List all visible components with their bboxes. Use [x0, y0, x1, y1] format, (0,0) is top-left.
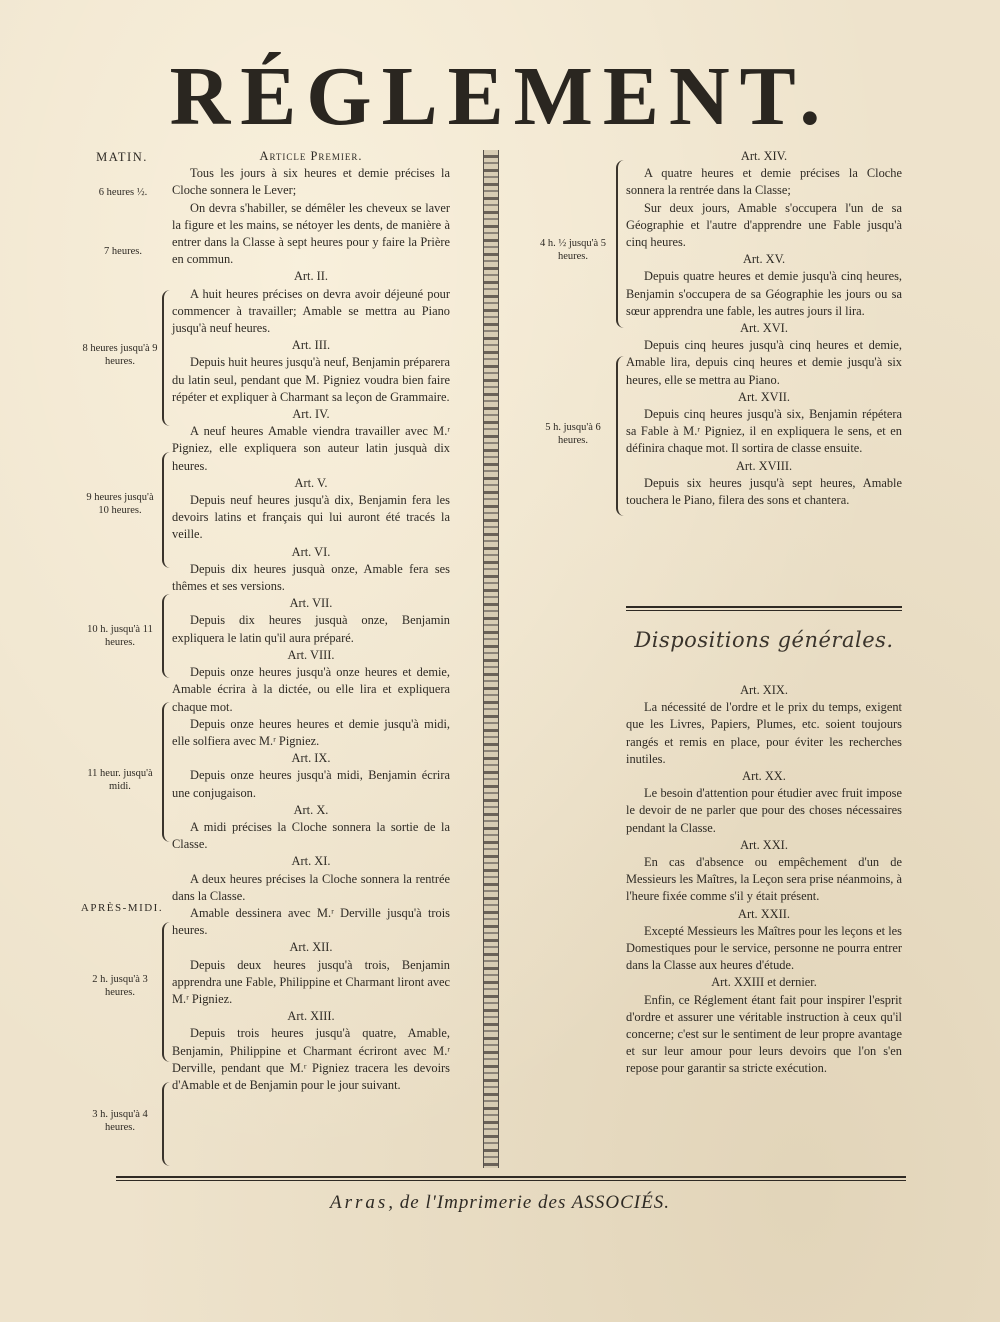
article-17-para: Depuis cinq heures jusqu'à six, Benjamin répétera sa Fable à M.ʳ Pigniez, il en expliquera le sens, et en définira chaque mot. Il sortira de classe ensuite. [626, 407, 902, 456]
article-10-para: A midi précises la Cloche sonnera la sortie de la Classe. [172, 819, 450, 852]
article-1-para-2: On devra s'habiller, se démêler les cheveux se laver la figure et les mains, se nétoyer les dents, de manière à entrer dans la Classe à sept heures pour y faire la Prière en commun. [172, 200, 450, 267]
article-14-para-1: A quatre heures et demie précises la Cloche sonnera la rentrée dans la Classe; [626, 166, 902, 198]
label-4h30-5h: 4 h. ½ jusqu'à 5 heures. [539, 238, 607, 262]
article-17-heading: Art. XVII. [738, 389, 790, 404]
imprint [0, 1192, 1000, 1214]
imprint-printer: ASSOCIÉS. [571, 1192, 670, 1213]
brace-9h [162, 452, 170, 568]
article-12-heading: Art. XII. [289, 940, 333, 955]
article-19-para: La nécessité de l'ordre et le prix du temps, exigent que les Livres, Papiers, Plumes, etc. soient toujours rangés et remis en place, pour éviter les recherches inutiles. [626, 700, 902, 766]
article-15-heading: Art. XV. [742, 252, 786, 267]
article-6-heading: Art. VI. [291, 544, 331, 559]
label-apres-midi: APRÈS-MIDI. [80, 902, 164, 914]
article-1-heading: Article Premier. [259, 149, 363, 163]
article-15-para: Depuis quatre heures et demie jusqu'à cinq heures, Benjamin s'occupera de sa Géographie les jours ou sa sœur apprendra une fable, les autres jours il lira. [626, 269, 902, 318]
brace-8h [162, 290, 170, 426]
article-14-para-2: Sur deux jours, Amable s'occupera l'un de sa Géographie et l'autre d'apprendre une Fable jusqu'à cinq heures. [626, 200, 902, 250]
label-matin: MATIN. [96, 150, 148, 164]
footer-rule [116, 1176, 906, 1181]
article-11-heading: Art. XI. [291, 854, 331, 869]
label-3h-4h: 3 h. jusqu'à 4 heures. [92, 1109, 148, 1133]
article-12-para: Depuis deux heures jusqu'à trois, Benjamin apprendra une Fable, Philippine et Charmant liront avec M.ʳ Pigniez. [172, 957, 451, 1006]
label-9h-10h: 9 heures jusqu'à 10 heures. [86, 492, 154, 516]
article-9-heading: Art. IX. [291, 751, 331, 766]
label-5h-6h: 5 h. jusqu'à 6 heures. [545, 422, 601, 446]
brace-2h [162, 922, 170, 1062]
article-4-para: A neuf heures Amable viendra travailler avec M.ʳ Pigniez, elle expliquera son auteur latin jusquà dix heures. [172, 424, 450, 473]
article-18-heading: Art. XVIII. [735, 458, 793, 473]
article-5-para: Depuis neuf heures jusqu'à dix, Benjamin fera les devoirs latins et français qui lui auront été tracés la veille. [172, 493, 450, 542]
label-6h30: 6 heures ½. [98, 187, 148, 198]
right-column-upper [626, 148, 902, 509]
right-column-lower [626, 682, 902, 1078]
label-11h-midi: 11 heur. jusqu'à midi. [87, 768, 153, 792]
article-8-heading: Art. VIII. [287, 647, 335, 662]
dispositions-heading: Dispositions générales. [634, 628, 894, 652]
article-14-heading: Art. XIV. [740, 149, 788, 163]
article-7-heading: Art. VII. [289, 596, 333, 611]
article-13-heading: Art. XIII. [287, 1009, 335, 1024]
label-10h-11h: 10 h. jusqu'à 11 heures. [87, 624, 153, 648]
section-rule [626, 606, 902, 611]
article-3-para: Depuis huit heures jusqu'à neuf, Benjamin préparera du latin seul, pendant que M. Pigniez voudra bien faire répéter et expliquer à Charmant sa leçon de Grammaire. [172, 355, 450, 404]
article-9-para: Depuis onze heures jusqu'à midi, Benjamin écrira une conjugaison. [172, 768, 450, 800]
brace-5h [616, 356, 624, 516]
label-7h: 7 heures. [104, 246, 142, 257]
article-21-para: En cas d'absence ou empêchement d'un de Messieurs les Maîtres, la Leçon sera prise néanmoins, à l'heure fixée comme s'il y était présent. [626, 855, 902, 904]
article-8-para-1: Depuis onze heures jusqu'à onze heures et demie, Amable écrira à la dictée, ou elle lira et expliquera chaque mot. [172, 665, 450, 714]
article-18-para: Depuis six heures jusqu'à sept heures, Amable touchera le Piano, filera des sons et chantera. [626, 475, 902, 508]
article-19-heading: Art. XIX. [740, 683, 788, 697]
article-8-para-2: Depuis onze heures heures et demie jusqu'à midi, elle solfiera avec M.ʳ Pigniez. [172, 716, 450, 748]
article-21-heading: Art. XXI. [740, 837, 788, 852]
article-2-heading: Art. II. [293, 269, 329, 284]
article-23-para: Enfin, ce Réglement étant fait pour inspirer l'esprit d'ordre et assurer une véritable instruction à ceux qu'il concerne; c'est sur le sentiment de leur propre avantage et sur leur amour pour leurs devoirs que l'on s'en repose pour garantir sa stricte exécution. [626, 992, 902, 1076]
ornamental-divider [483, 150, 499, 1168]
left-column [172, 148, 450, 1094]
label-2h-3h: 2 h. jusqu'à 3 heures. [92, 974, 148, 998]
article-13-para: Depuis trois heures jusqu'à quatre, Amable, Benjamin, Philippine et Charmant écriront avec M.ʳ Derville, pendant que M.ʳ Pigniez tracera les devoirs d'Amable et de Benjamin pour le jour suivant. [172, 1026, 450, 1092]
article-23-heading: Art. XXIII et dernier. [711, 975, 817, 990]
article-22-heading: Art. XXII. [738, 906, 790, 921]
page-title: RÉGLEMENT. [169, 50, 831, 143]
brace-11h [162, 702, 170, 842]
brace-3h [162, 1082, 170, 1166]
imprint-city: Arras [330, 1192, 389, 1213]
article-5-heading: Art. V. [294, 475, 328, 490]
article-4-heading: Art. IV. [292, 407, 330, 422]
article-22-para: Excepté Messieurs les Maîtres pour les leçons et les Domestiques pour le service, personne ne pourra entrer dans la Classe aux heures d'étude. [626, 923, 902, 973]
article-16-para: Depuis cinq heures jusqu'à cinq heures et demie, Amable lira, depuis cinq heures et demie jusqu'à six heures, elle se mettra au Piano. [626, 338, 902, 387]
article-20-para: Le besoin d'attention pour étudier avec fruit impose le devoir de ne parler que pour des choses nécessaires pendant la Classe. [626, 786, 902, 835]
article-10-heading: Art. X. [293, 802, 329, 817]
article-1-para-1: Tous les jours à six heures et demie précises la Cloche sonnera le Lever; [172, 166, 450, 198]
article-6-para: Depuis dix heures jusquà onze, Amable fera ses thêmes et ses versions. [172, 561, 450, 594]
article-2-para: A huit heures précises on devra avoir déjeuné pour commencer à travailler; Amable se mettra au Piano jusqu'à neuf heures. [172, 286, 450, 336]
article-3-heading: Art. III. [291, 338, 331, 353]
article-7-para: Depuis dix heures jusquà onze, Benjamin expliquera le latin qu'il aura préparé. [172, 613, 450, 645]
article-11-para-1: A deux heures précises la Cloche sonnera la rentrée dans la Classe. [172, 871, 450, 903]
article-16-heading: Art. XVI. [740, 321, 788, 336]
brace-10h [162, 594, 170, 678]
label-8h-9h: 8 heures jusqu'à 9 heures. [82, 343, 158, 367]
brace-4h30 [616, 160, 624, 328]
article-20-heading: Art. XX. [742, 769, 786, 784]
article-11-para-2: Amable dessinera avec M.ʳ Derville jusqu'à trois heures. [172, 905, 450, 938]
imprint-text: , de l'Imprimerie des [388, 1192, 572, 1213]
